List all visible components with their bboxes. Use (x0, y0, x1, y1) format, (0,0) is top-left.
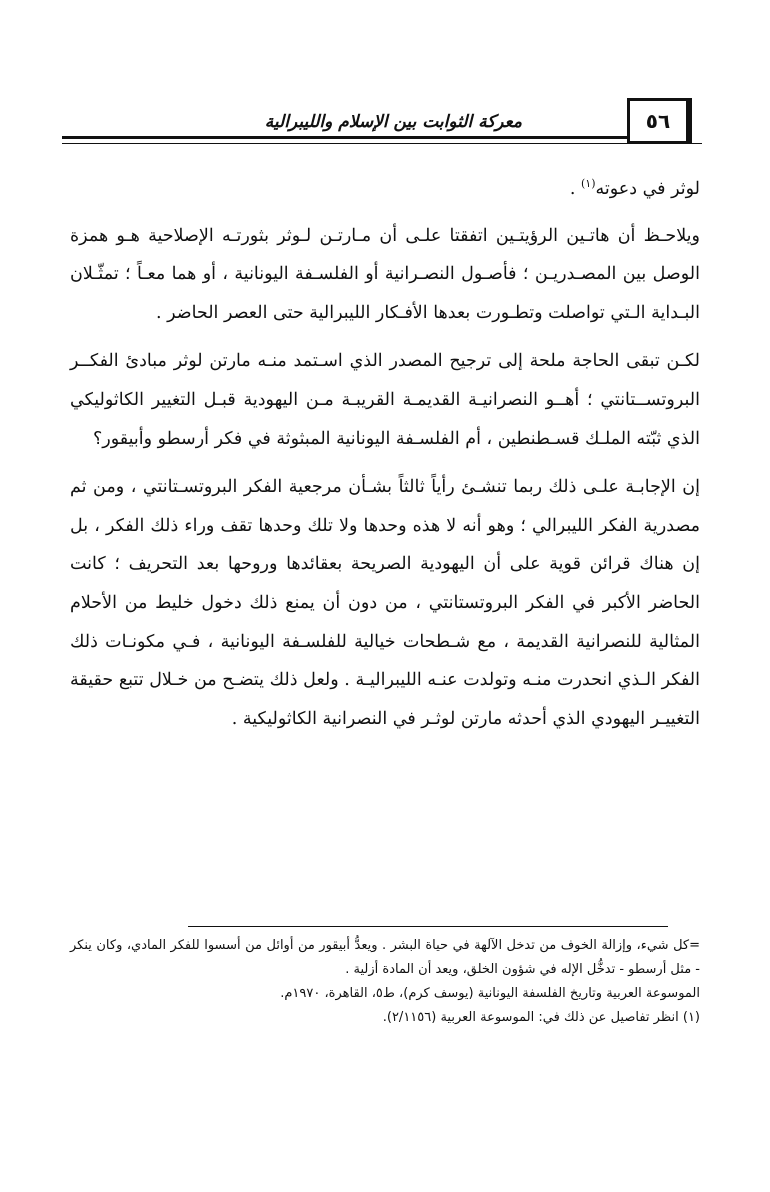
paragraph-2: ويلاحـظ أن هاتـين الرؤيتـين اتفقتا علـى أن مـارتـن لـوثر بثورتـه الإصلاحية هـو همزة الوصل بين المصـدريـن ؛ فأصـول النصـرانية أو الفلسـفة اليونانية ، أو هما معـاً ؛ تمثّـلان البـداية الـتي تواصلت وتطـورت بعدها الأفـكار الليبرالية حتى العصر الحاضر . (70, 225, 700, 323)
running-title: معركة الثوابت بين الإسلام والليبرالية (264, 112, 522, 132)
paragraph-1 (70, 170, 700, 209)
footnote-ref-1[interactable]: (١) (580, 177, 596, 191)
page-number: ٥٦ (627, 98, 692, 144)
page-header (62, 96, 702, 158)
paragraph-4: إن الإجابـة علـى ذلك ربما تنشـئ رأياً ثالثاً بشـأن مرجعية الفكر البروتسـتانتي ، ومن ثم مصدرية الفكر الليبرالي ؛ وهو أنه لا هذه وحدها ولا تلك وحدها تقف وراء ذلك الفكر ، بل إن هناك قرائن قوية على أن اليهودية الصريحة بعقائدها وروحها بعد التحريف ؛ كانت الحاضر الأكبر في الفكر البروتستانتي ، من دون أن يمنع ذلك دخول خليط من الأحلام المثالية للنصرانية القديمة ، مع شـطحات خيالية للفلسـفة اليونانية ، فـي مكونـات ذلك الفكر الـذي انحدرت منـه وتولدت عنـه الليبراليـة . ولعل ذلك يتضـح من خـلال تتبع حقيقة التغييـر اليهودي الذي أحدثه مارتن لوثـر في النصرانية الكاثوليكية . (70, 477, 700, 729)
paragraph-1-end: . (569, 179, 581, 199)
footnotes (70, 934, 700, 1030)
main-text (70, 170, 700, 748)
header-rule-thick (62, 136, 632, 139)
paragraph-1-text: لوثر في دعوته (595, 179, 700, 199)
footnote-continuation: =كل شيء، وإزالة الخوف من تدخل الآلهة في حياة البشر . ويعدُّ أبيقور من أوائل من أسسوا للفكر المادي، وكان ينكر - مثل أرسطو - تدخُّل الإله في شؤون الخلق، ويعد أن المادة أزلية . (70, 938, 700, 977)
footnote-separator (188, 926, 668, 927)
footnote-1: (١) انظر تفاصيل عن ذلك في: الموسوعة العربية (٢/١١٥٦). (382, 1010, 700, 1025)
footnote-source: الموسوعة العربية وتاريخ الفلسفة اليونانية (يوسف كرم)، ط٥، القاهرة، ١٩٧٠م. (280, 986, 700, 1001)
paragraph-3: لكـن تبقى الحاجة ملحة إلى ترجيح المصدر الذي اسـتمد منـه مارتن لوثر مبادئ الفكــر البروتســتانتي ؛ أهــو النصرانيـة القديمـة القريبـة مـن اليهودية قبـل التغيير الكاثوليكي الذي ثبّته الملـك قسـطنطين ، أم الفلسـفة اليونانية المبثوثة في فكر أرسطو وأبيقور؟ (70, 351, 700, 449)
header-rule-thin (62, 143, 702, 144)
